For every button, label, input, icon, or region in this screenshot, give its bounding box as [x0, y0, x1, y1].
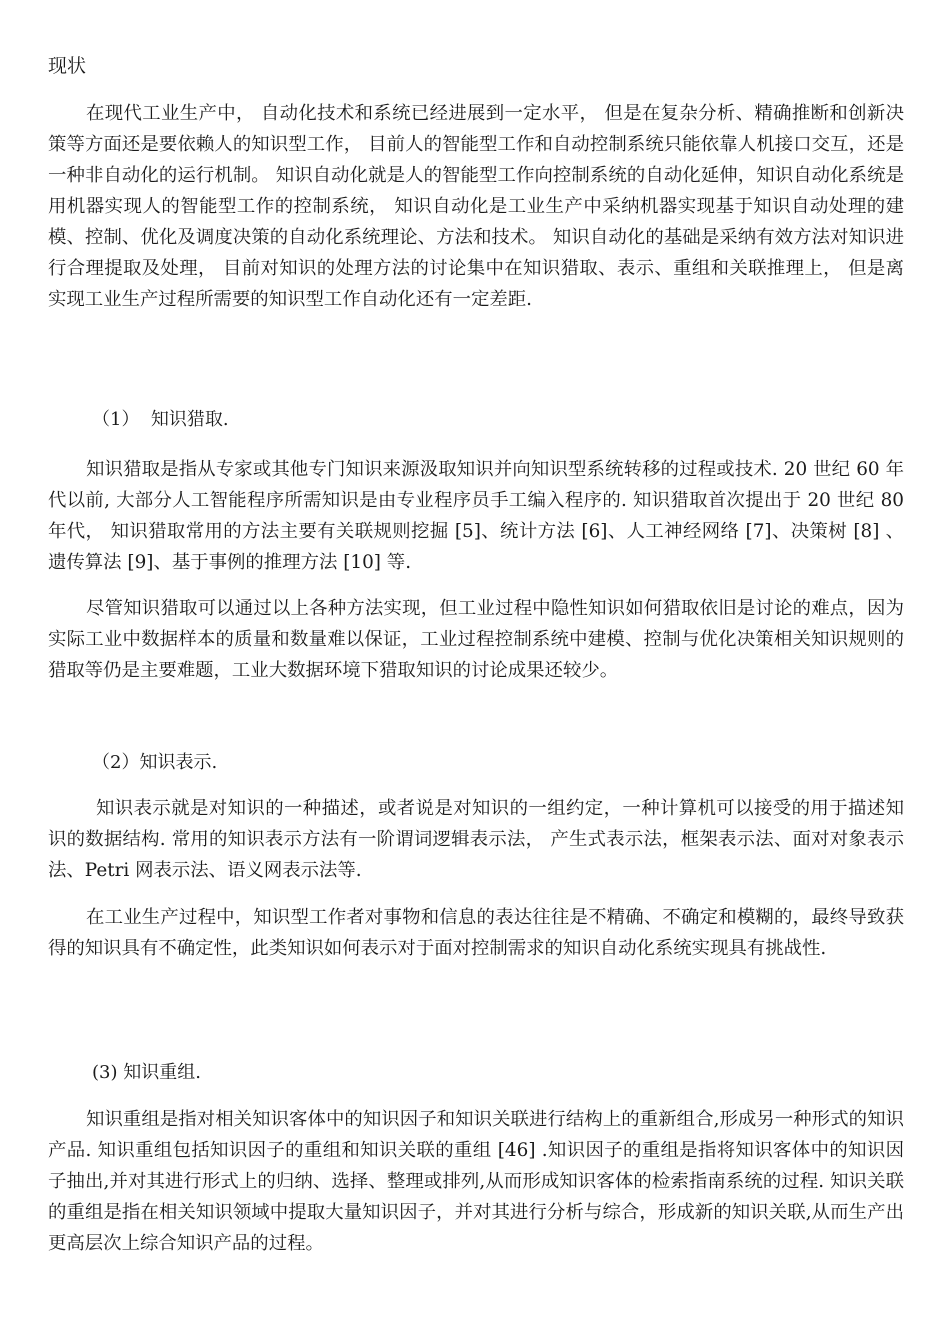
representation-paragraph-1: 知识表示就是对知识的一种描述，或者说是对知识的一组约定，一种计算机可以接受的用于描述知识的数据结构. 常用的知识表示方法有一阶谓词逻辑表示法， 产生式表示法，框架表示法、面对对象表示法、Petri 网表示法、语义网表示法等.: [48, 798, 904, 881]
document-title: 现状: [48, 55, 87, 77]
acquisition-paragraph-2: 尽管知识猎取可以通过以上各种方法实现，但工业过程中隐性知识如何猎取依旧是讨论的难点，因为实际工业中数据样本的质量和数量难以保证，工业过程控制系统中建模、控制与优化决策相关知识规则的猎取等仍是主要难题，工业大数据环境下猎取知识的讨论成果还较少。: [48, 598, 904, 681]
reorganization-paragraph: 知识重组是指对相关知识客体中的知识因子和知识关联进行结构上的重新组合,形成另一种形式的知识产品. 知识重组包括知识因子的重组和知识关联的重组 [46] .知识因子的重组是指将知识客体中的知识因子抽出,并对其进行形式上的归纳、选择、整理或排列,从而形成知识客体的检索指南系统的过程. 知识关联的重组是指在相关知识领域中提取大量知识因子，并对其进行分析与综合，形成新的知识关联,从而生产出更高层次上综合知识产品的过程。: [48, 1109, 904, 1254]
section-heading-acquisition: （1） 知识猎取.: [92, 409, 229, 430]
intro-paragraph: 在现代工业生产中， 自动化技术和系统已经进展到一定水平， 但是在复杂分析、精确推断和创新决策等方面还是要依赖人的知识型工作， 目前人的智能型工作和自动控制系统只能依靠人机接口交互，还是一种非自动化的运行机制。 知识自动化就是人的智能型工作向控制系统的自动化延伸，知识自动化系统是用机器实现人的智能型工作的控制系统， 知识自动化是工业生产中采纳机器实现基于知识自动处理的建模、控制、优化及调度决策的自动化系统理论、方法和技术。 知识自动化的基础是采纳有效方法对知识进行合理提取及处理， 目前对知识的处理方法的讨论集中在知识猎取、表示、重组和关联推理上， 但是离实现工业生产过程所需要的知识型工作自动化还有一定差距.: [48, 103, 904, 310]
section-heading-reorganization: (3) 知识重组.: [92, 1062, 201, 1083]
acquisition-paragraph-1: 知识猎取是指从专家或其他专门知识来源汲取知识并向知识型系统转移的过程或技术. 20 世纪 60 年代以前, 大部分人工智能程序所需知识是由专业程序员手工编入程序的. 知识猎取首次提出于 20 世纪 80 年代， 知识猎取常用的方法主要有关联规则挖掘 [5]、统计方法 [6]、人工神经网络 [7]、决策树 [8] 、遗传算法 [9]、基于事例的推理方法 [10] 等.: [48, 459, 904, 573]
representation-paragraph-2: 在工业生产过程中，知识型工作者对事物和信息的表达往往是不精确、不确定和模糊的，最终导致获得的知识具有不确定性，此类知识如何表示对于面对控制需求的知识自动化系统实现具有挑战性.: [48, 907, 904, 959]
section-heading-representation: （2）知识表示.: [92, 752, 218, 773]
